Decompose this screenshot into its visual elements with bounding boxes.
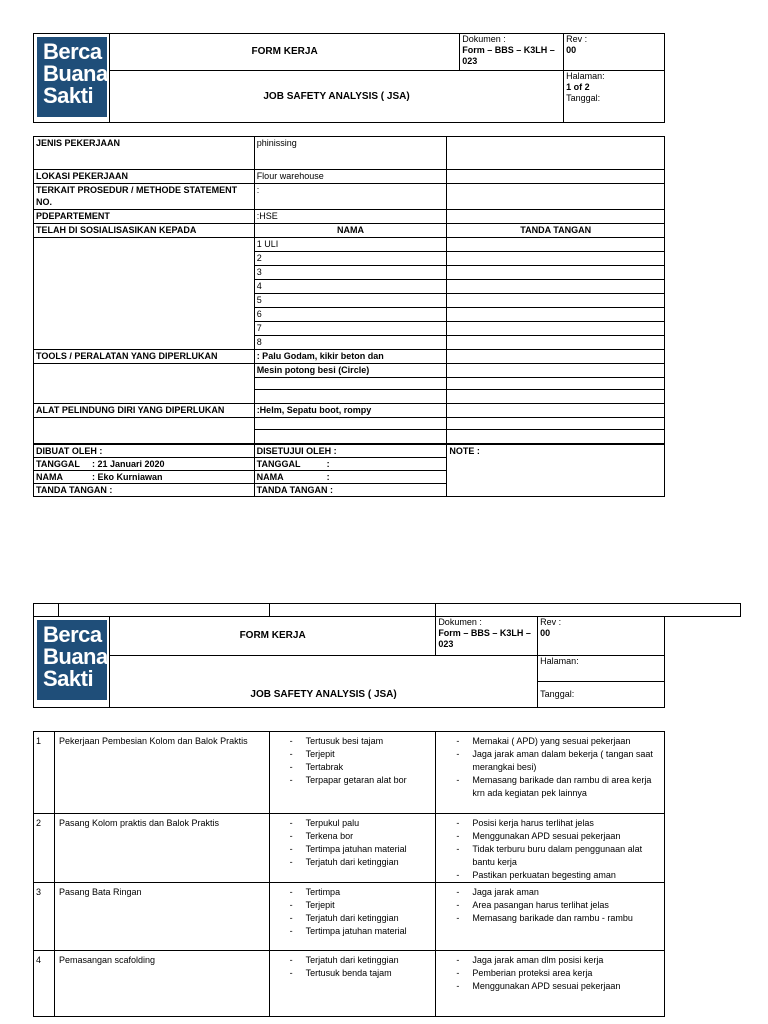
tools-value-2: Mesin potong besi (Circle) (254, 364, 447, 378)
task-name: Pemasangan scafolding (54, 951, 269, 1017)
control-item: - Pemberian proteksi area kerja (438, 967, 662, 980)
control-item: - Jaga jarak aman dlm posisi kerja (438, 954, 662, 967)
rev-cell: Rev : 00 (564, 34, 665, 71)
hazard-item: - Terkena bor (272, 830, 434, 843)
jenis-label: JENIS PEKERJAAN (34, 137, 255, 170)
table-row (34, 732, 665, 814)
ttd-right: TANDA TANGAN : (254, 484, 447, 497)
tools-value-1: : Palu Godam, kikir beton dan (254, 350, 447, 364)
doc-number: Form – BBS – K3LH – 023 (438, 628, 531, 649)
doc-cell: Dokumen : Form – BBS – K3LH – 023 (460, 34, 564, 71)
sign-table (33, 444, 665, 497)
control-item: - Pastikan perkuatan begesting aman (438, 869, 662, 882)
halaman-cell: Halaman: (538, 656, 665, 682)
hazard-item: - Tertusuk benda tajam (272, 967, 434, 980)
header-table-1 (33, 33, 665, 123)
control-list (438, 954, 662, 993)
lokasi-value: Flour warehouse (254, 170, 447, 184)
ttd-header: TANDA TANGAN (447, 224, 665, 238)
hazard-item: - Tertimpa (272, 886, 434, 899)
hazard-item: - Terjatuh dari ketinggian (272, 856, 434, 869)
ttd-left: TANDA TANGAN : (34, 484, 255, 497)
hazard-item: - Terjepit (272, 748, 434, 761)
doc-number: Form – BBS – K3LH – 023 (462, 45, 555, 66)
hazard-list (272, 954, 434, 980)
hazard-item: - Terjepit (272, 899, 434, 912)
form-label: FORM KERJA (109, 34, 459, 71)
prosedur-label: TERKAIT PROSEDUR / METHODE STATEMENT NO. (34, 184, 255, 210)
hazard-list (272, 886, 434, 938)
dept-label: PDEPARTEMENT (34, 210, 255, 224)
document-title: JOB SAFETY ANALYSIS ( JSA) (109, 71, 563, 123)
row-number: 2 (34, 814, 55, 883)
hazard-item: - Tertabrak (272, 761, 434, 774)
row-number: 1 (34, 732, 55, 814)
hazard-item: - Tertimpa jatuhan material (272, 925, 434, 938)
row-number: 4 (34, 951, 55, 1017)
tanggal-right: TANGGAL : (254, 458, 447, 471)
company-logo: Berca Buana Sakti (37, 620, 107, 700)
lokasi-label: LOKASI PEKERJAAN (34, 170, 255, 184)
jsa-table (33, 731, 665, 1017)
logo (34, 34, 110, 123)
hazard-list (272, 817, 434, 869)
control-item: - Tidak terburu buru dalam penggunaan alat bantu kerja (438, 843, 662, 869)
nama-left: NAMA : Eko Kurniawan (34, 471, 255, 484)
document-title: JOB SAFETY ANALYSIS ( JSA) (109, 656, 537, 708)
apd-value: :Helm, Sepatu boot, rompy (254, 404, 447, 418)
control-item: - Menggunakan APD sesuai pekerjaan (438, 830, 662, 843)
tanggal-left: TANGGAL : 21 Januari 2020 (34, 458, 255, 471)
control-item: - Menggunakan APD sesuai pekerjaan (438, 980, 662, 993)
row-number: 3 (34, 883, 55, 951)
sosialisasi-label: TELAH DI SOSIALISASIKAN KEPADA (34, 224, 255, 238)
jenis-value: phinissing (254, 137, 447, 170)
control-item: - Memakai ( APD) yang sesuai pekerjaan (438, 735, 662, 748)
hazard-item: - Tertimpa jatuhan material (272, 843, 434, 856)
name-row: 7 (254, 322, 447, 336)
control-item: - Posisi kerja harus terlihat jelas (438, 817, 662, 830)
company-logo: Berca Buana Sakti (37, 37, 107, 117)
task-name: Pasang Bata Ringan (54, 883, 269, 951)
dept-value: :HSE (254, 210, 447, 224)
control-item: - Jaga jarak aman dalam bekerja ( tangan saat merangkai besi) (438, 748, 662, 774)
name-row: 4 (254, 280, 447, 294)
disetujui-label: DISETUJUI OLEH : (254, 445, 447, 458)
control-list (438, 886, 662, 925)
control-item: - Memasang barikade dan rambu - rambu (438, 912, 662, 925)
task-name: Pasang Kolom praktis dan Balok Praktis (54, 814, 269, 883)
doc-cell: Dokumen : Form – BBS – K3LH – 023 (436, 617, 538, 656)
control-list (438, 817, 662, 882)
apd-label: ALAT PELINDUNG DIRI YANG DIPERLUKAN (34, 404, 255, 418)
tools-label: TOOLS / PERALATAN YANG DIPERLUKAN (34, 350, 255, 364)
table-row (34, 883, 665, 951)
rev-cell: Rev : 00 (538, 617, 665, 656)
table-row (34, 814, 665, 883)
control-item: - Area pasangan harus terlihat jelas (438, 899, 662, 912)
halaman-cell: Halaman: 1 of 2 Tanggal: (564, 71, 665, 123)
logo (34, 617, 110, 708)
tanggal-cell: Tanggal: (538, 682, 665, 708)
info-table (33, 136, 665, 444)
form-label: FORM KERJA (109, 617, 435, 656)
name-row: 8 (254, 336, 447, 350)
hazard-item: - Terpukul palu (272, 817, 434, 830)
nama-header: NAMA (254, 224, 447, 238)
prosedur-value: : (254, 184, 447, 210)
table-row (34, 951, 665, 1017)
name-row: 2 (254, 252, 447, 266)
top-strip (33, 603, 741, 617)
name-row: 1 ULI (254, 238, 447, 252)
dibuat-label: DIBUAT OLEH : (34, 445, 255, 458)
hazard-item: - Terjatuh dari ketinggian (272, 954, 434, 967)
name-row: 6 (254, 308, 447, 322)
hazard-item: - Terpapar getaran alat bor (272, 774, 434, 787)
task-name: Pekerjaan Pembesian Kolom dan Balok Praktis (54, 732, 269, 814)
control-item: - Jaga jarak aman (438, 886, 662, 899)
name-row: 3 (254, 266, 447, 280)
name-row: 5 (254, 294, 447, 308)
nama-right: NAMA : (254, 471, 447, 484)
header-table-2 (33, 616, 665, 708)
control-list (438, 735, 662, 800)
control-item: - Memasang barikade dan rambu di area kerja krn ada kegiatan pek lainnya (438, 774, 662, 800)
hazard-list (272, 735, 434, 787)
note-label: NOTE : (447, 445, 665, 497)
hazard-item: - Terjatuh dari ketinggian (272, 912, 434, 925)
hazard-item: - Tertusuk besi tajam (272, 735, 434, 748)
